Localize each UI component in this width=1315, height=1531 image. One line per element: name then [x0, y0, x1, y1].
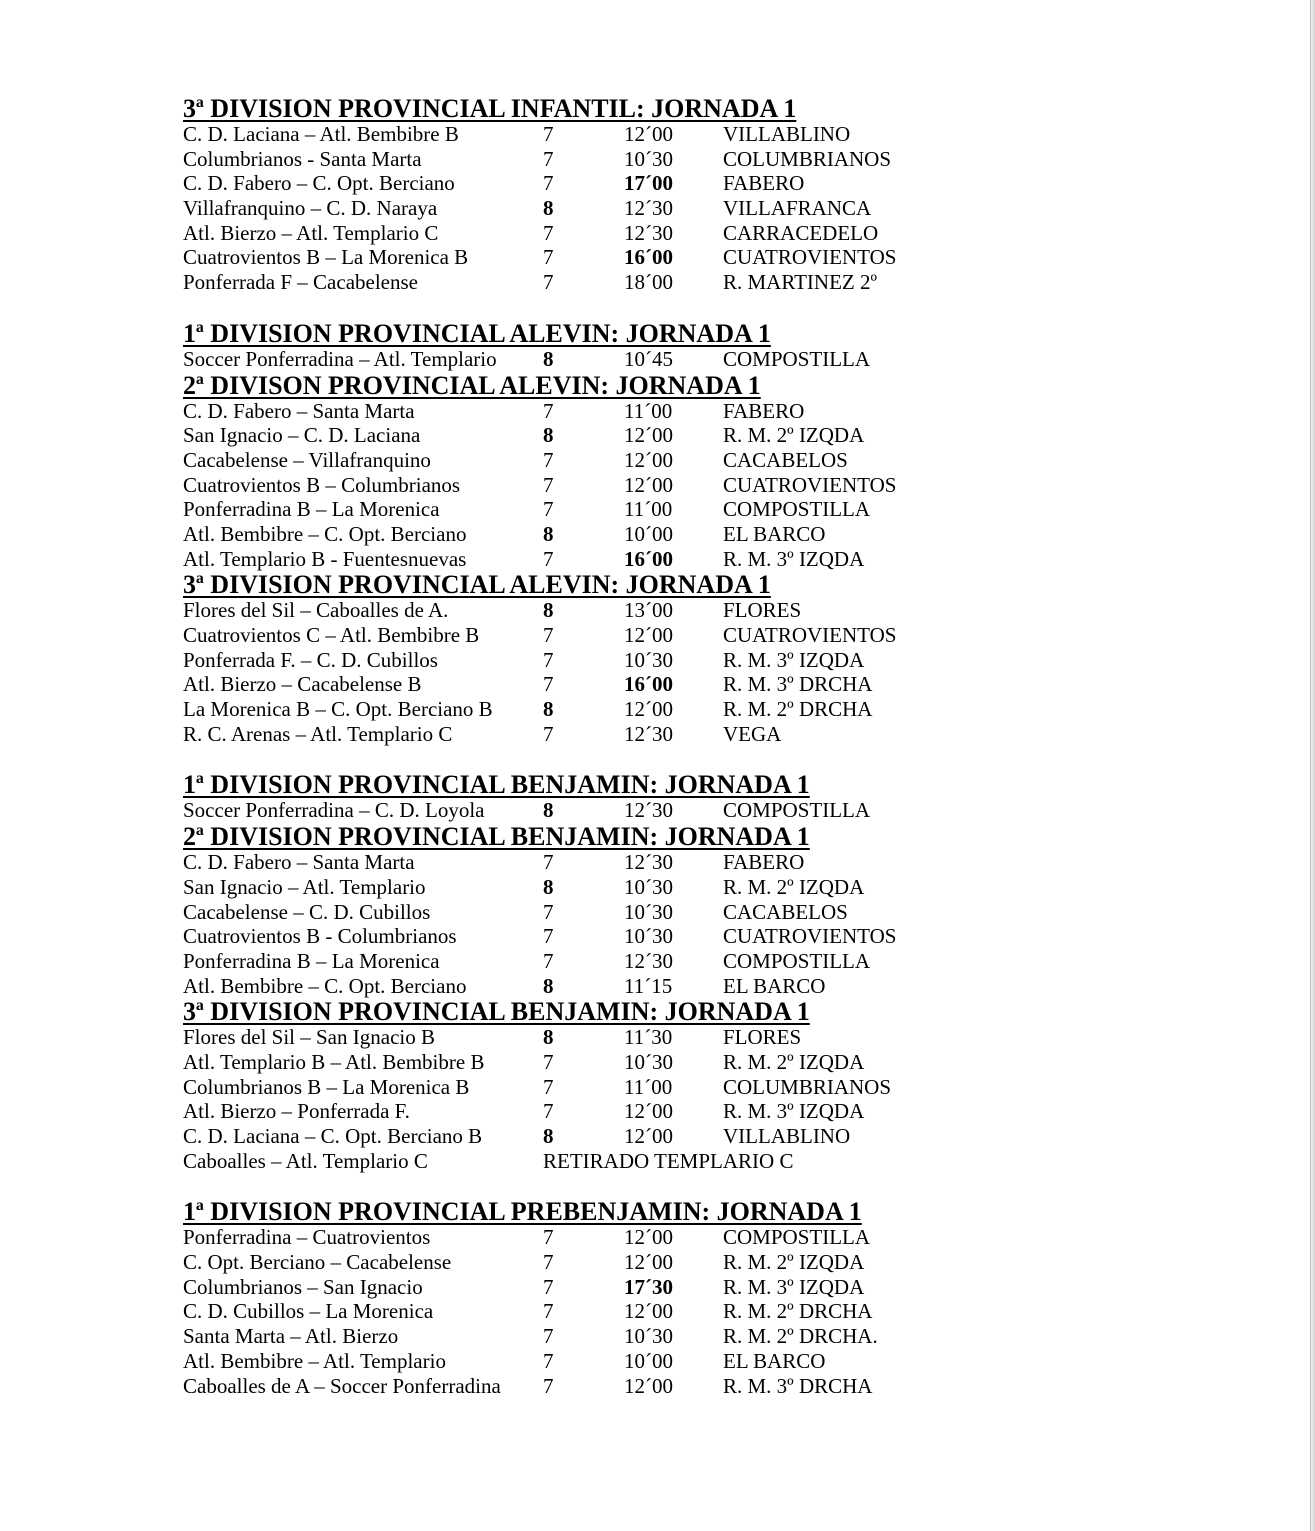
match-field: COLUMBRIANOS — [723, 146, 892, 171]
match-field: CACABELOS — [723, 447, 848, 472]
match-field: CUATROVIENTOS — [723, 245, 897, 270]
match-time: 12´00 — [624, 1124, 673, 1148]
match-teams: Ponferrada F – Cacabelense — [183, 270, 418, 295]
match-day: 7 — [543, 1074, 554, 1099]
match-field: CUATROVIENTOS — [723, 472, 897, 497]
match-field: R. M. 2º IZQDA — [723, 1250, 865, 1275]
section-heading: 1ª DIVISION PROVINCIAL BENJAMIN: JORNADA 1 — [183, 770, 810, 800]
section-heading: 3ª DIVISION PROVINCIAL INFANTIL: JORNADA 1 — [183, 94, 797, 123]
match-day: 7 — [543, 623, 554, 647]
match-day: 7 — [543, 447, 554, 472]
match-field: COMPOSTILLA — [723, 1225, 871, 1250]
match-day: 7 — [543, 270, 554, 295]
fixture-row — [183, 974, 943, 999]
fixture-row — [183, 924, 943, 949]
match-note: RETIRADO TEMPLARIO C — [543, 1148, 794, 1173]
match-field: VILLABLINO — [723, 1124, 851, 1148]
match-teams: Soccer Ponferradina – Atl. Templario — [183, 346, 497, 371]
match-teams: Atl. Bierzo – Atl. Templario C — [183, 220, 439, 245]
match-day: 7 — [543, 1099, 554, 1124]
match-field: R. M. 2º DRCHA — [723, 697, 873, 722]
match-field: VILLABLINO — [723, 122, 851, 146]
match-teams: Cuatrovientos C – Atl. Bembibre B — [183, 623, 480, 647]
match-day: 7 — [543, 398, 554, 423]
match-time: 10´00 — [624, 1348, 673, 1373]
match-teams: Ponferradina – Cuatrovientos — [183, 1225, 431, 1250]
fixture-row — [183, 1324, 943, 1349]
match-field: COMPOSTILLA — [723, 948, 871, 973]
match-day: 7 — [543, 497, 554, 522]
match-teams: Santa Marta – Atl. Bierzo — [183, 1324, 399, 1349]
match-teams: Flores del Sil – Caboalles de A. — [183, 598, 449, 623]
match-field: EL BARCO — [723, 1348, 826, 1373]
fixture-row — [183, 648, 943, 673]
match-teams: Cacabelense – C. D. Cubillos — [183, 899, 431, 924]
match-teams: Cacabelense – Villafranquino — [183, 447, 431, 472]
match-teams: Atl. Bierzo – Ponferrada F. — [183, 1099, 410, 1124]
match-time: 12´00 — [624, 122, 673, 146]
match-field: R. M. 2º IZQDA — [723, 874, 865, 899]
match-time: 16´00 — [624, 245, 673, 270]
fixture-row — [183, 1275, 943, 1300]
match-teams: Atl. Bembibre – C. Opt. Berciano — [183, 973, 467, 998]
page-edge — [1310, 0, 1315, 1531]
match-time: 12´00 — [624, 447, 673, 472]
match-field: FABERO — [723, 171, 805, 196]
match-field: R. M. 3º DRCHA — [723, 672, 873, 697]
match-day: 7 — [543, 1348, 554, 1373]
match-time: 10´30 — [624, 899, 673, 924]
match-time: 11´00 — [624, 497, 673, 522]
fixture-row — [183, 1225, 943, 1250]
match-time: 12´30 — [624, 721, 673, 746]
fixture-section — [183, 823, 943, 998]
match-teams: C. D. Fabero – Santa Marta — [183, 850, 415, 875]
match-field: FLORES — [723, 598, 802, 623]
section-heading: 1ª DIVISION PROVINCIAL ALEVIN: JORNADA 1 — [183, 318, 771, 348]
match-teams: Cuatrovientos B – Columbrianos — [183, 472, 461, 497]
match-field: FABERO — [723, 850, 805, 875]
fixture-row — [183, 347, 943, 372]
fixture-row — [183, 423, 943, 448]
match-field: VEGA — [723, 721, 782, 746]
match-day: 8 — [543, 196, 554, 221]
fixture-row — [183, 1099, 943, 1124]
fixture-row — [183, 900, 943, 925]
match-time: 12´30 — [624, 948, 673, 973]
match-time: 10´45 — [624, 346, 673, 371]
fixture-row — [183, 547, 943, 572]
match-time: 12´00 — [624, 1250, 673, 1275]
fixture-row — [183, 1050, 943, 1075]
match-teams: C. Opt. Berciano – Cacabelense — [183, 1250, 452, 1275]
fixture-row — [183, 147, 943, 172]
match-day: 7 — [543, 1225, 554, 1250]
match-time: 12´00 — [624, 1299, 673, 1324]
match-field: CARRACEDELO — [723, 220, 879, 245]
match-teams: Atl. Bierzo – Cacabelense B — [183, 672, 422, 697]
fixtures-document — [183, 95, 943, 1398]
match-field: R. M. 2º IZQDA — [723, 1049, 865, 1074]
match-day: 7 — [543, 850, 554, 875]
match-time: 11´30 — [624, 1025, 673, 1050]
fixture-section — [183, 372, 943, 572]
match-field: R. M. 2º DRCHA. — [723, 1324, 878, 1349]
match-field: COMPOSTILLA — [723, 346, 871, 371]
fixture-row — [183, 171, 943, 196]
match-time: 16´00 — [624, 546, 673, 571]
match-teams: San Ignacio – Atl. Templario — [183, 874, 426, 899]
match-teams: La Morenica B – C. Opt. Berciano B — [183, 697, 493, 722]
section-heading: 3ª DIVISION PROVINCIAL BENJAMIN: JORNADA 1 — [183, 997, 810, 1027]
fixture-row — [183, 245, 943, 270]
match-day: 8 — [543, 598, 554, 623]
section-heading: 2ª DIVISION PROVINCIAL BENJAMIN: JORNADA 1 — [183, 822, 810, 852]
match-day: 7 — [543, 1299, 554, 1324]
fixture-row — [183, 399, 943, 424]
match-time: 12´00 — [624, 1373, 673, 1398]
match-time: 10´30 — [624, 874, 673, 899]
match-teams: Cuatrovientos B - Columbrianos — [183, 924, 457, 949]
match-field: EL BARCO — [723, 521, 826, 546]
match-day: 7 — [543, 546, 554, 571]
fixture-row — [183, 122, 943, 147]
match-time: 17´30 — [624, 1274, 673, 1299]
match-field: CACABELOS — [723, 899, 848, 924]
match-teams: Ponferradina B – La Morenica — [183, 497, 440, 522]
fixture-row — [183, 1374, 943, 1399]
section-heading: 2ª DIVISON PROVINCIAL ALEVIN: JORNADA 1 — [183, 370, 761, 400]
match-time: 17´00 — [624, 171, 673, 196]
match-time: 11´15 — [624, 973, 673, 998]
match-time: 12´00 — [624, 697, 673, 722]
match-day: 8 — [543, 521, 554, 546]
match-day: 7 — [543, 672, 554, 697]
fixture-row — [183, 448, 943, 473]
fixture-row — [183, 697, 943, 722]
match-teams: Columbrianos – San Ignacio — [183, 1274, 423, 1299]
match-time: 11´00 — [624, 1074, 673, 1099]
match-teams: San Ignacio – C. D. Laciana — [183, 423, 421, 448]
match-time: 12´30 — [624, 220, 673, 245]
match-time: 13´00 — [624, 598, 673, 623]
match-time: 10´30 — [624, 1324, 673, 1349]
fixture-row — [183, 623, 943, 648]
match-time: 12´00 — [624, 472, 673, 497]
match-time: 10´30 — [624, 146, 673, 171]
fixture-section — [183, 998, 943, 1173]
match-teams: Atl. Bembibre – Atl. Templario — [183, 1348, 446, 1373]
match-field: VILLAFRANCA — [723, 196, 872, 221]
match-teams: C. D. Fabero – C. Opt. Berciano — [183, 171, 455, 196]
fixture-row — [183, 598, 943, 623]
match-day: 7 — [543, 122, 554, 146]
match-teams: Cuatrovientos B – La Morenica B — [183, 245, 469, 270]
match-field: R. M. 3º IZQDA — [723, 546, 865, 571]
fixture-section — [183, 95, 943, 295]
match-teams: C. D. Laciana – C. Opt. Berciano B — [183, 1124, 483, 1148]
fixture-row — [183, 196, 943, 221]
fixture-section — [183, 1198, 943, 1398]
match-day: 7 — [543, 472, 554, 497]
fixture-row — [183, 722, 943, 747]
fixture-section — [183, 771, 943, 823]
match-time: 10´30 — [624, 924, 673, 949]
match-day: 7 — [543, 899, 554, 924]
match-teams: Flores del Sil – San Ignacio B — [183, 1025, 435, 1050]
match-teams: Ponferrada F. – C. D. Cubillos — [183, 647, 438, 672]
fixture-section — [183, 571, 943, 746]
match-teams: C. D. Cubillos – La Morenica — [183, 1299, 434, 1324]
match-teams: C. D. Laciana – Atl. Bembibre B — [183, 122, 459, 146]
match-day: 8 — [543, 346, 554, 371]
match-day: 8 — [543, 697, 554, 722]
match-time: 12´00 — [624, 1225, 673, 1250]
match-field: EL BARCO — [723, 973, 826, 998]
fixture-row — [183, 1299, 943, 1324]
fixture-row — [183, 1025, 943, 1050]
fixture-row — [183, 875, 943, 900]
match-day: 8 — [543, 423, 554, 448]
match-day: 8 — [543, 798, 554, 823]
match-field: COMPOSTILLA — [723, 798, 871, 823]
section-heading: 3ª DIVISION PROVINCIAL ALEVIN: JORNADA 1 — [183, 570, 771, 600]
fixture-row — [183, 949, 943, 974]
match-day: 7 — [543, 171, 554, 196]
match-field: CUATROVIENTOS — [723, 623, 897, 647]
match-teams: Soccer Ponferradina – C. D. Loyola — [183, 798, 485, 823]
match-teams: Caboalles – Atl. Templario C — [183, 1148, 428, 1173]
fixture-row — [183, 1075, 943, 1100]
match-field: R. M. 2º DRCHA — [723, 1299, 873, 1324]
match-field: COMPOSTILLA — [723, 497, 871, 522]
match-time: 12´00 — [624, 423, 673, 448]
match-day: 7 — [543, 1049, 554, 1074]
fixture-row — [183, 798, 943, 823]
match-day: 7 — [543, 1373, 554, 1398]
match-day: 7 — [543, 924, 554, 949]
match-day: 7 — [543, 647, 554, 672]
match-day: 8 — [543, 874, 554, 899]
fixture-row — [183, 473, 943, 498]
fixture-row — [183, 850, 943, 875]
section-heading: 1ª DIVISION PROVINCIAL PREBENJAMIN: JORNADA 1 — [183, 1197, 862, 1227]
fixture-row — [183, 1349, 943, 1374]
match-day: 7 — [543, 721, 554, 746]
match-day: 7 — [543, 1274, 554, 1299]
match-field: FABERO — [723, 398, 805, 423]
match-teams: C. D. Fabero – Santa Marta — [183, 398, 415, 423]
match-field: R. M. 3º DRCHA — [723, 1373, 873, 1398]
match-field: FLORES — [723, 1025, 802, 1050]
match-day: 7 — [543, 245, 554, 270]
match-teams: Atl. Bembibre – C. Opt. Berciano — [183, 521, 467, 546]
match-teams: Villafranquino – C. D. Naraya — [183, 196, 438, 221]
match-time: 12´00 — [624, 1099, 673, 1124]
match-teams: Atl. Templario B – Atl. Bembibre B — [183, 1049, 485, 1074]
match-teams: Atl. Templario B - Fuentesnuevas — [183, 546, 467, 571]
match-time: 12´30 — [624, 196, 673, 221]
match-field: R. M. 3º IZQDA — [723, 647, 865, 672]
match-time: 18´00 — [624, 270, 673, 295]
match-day: 8 — [543, 1025, 554, 1050]
match-teams: Caboalles de A – Soccer Ponferradina — [183, 1373, 501, 1398]
fixture-row — [183, 221, 943, 246]
match-day: 8 — [543, 973, 554, 998]
match-time: 11´00 — [624, 398, 673, 423]
fixture-row — [183, 1149, 943, 1174]
match-day: 7 — [543, 1250, 554, 1275]
match-field: R. M. 2º IZQDA — [723, 423, 865, 448]
fixture-row — [183, 522, 943, 547]
match-time: 10´30 — [624, 647, 673, 672]
fixture-row — [183, 1124, 943, 1149]
fixture-row — [183, 1250, 943, 1275]
match-day: 7 — [543, 1324, 554, 1349]
match-day: 7 — [543, 146, 554, 171]
match-teams: Columbrianos B – La Morenica B — [183, 1074, 470, 1099]
match-day: 7 — [543, 220, 554, 245]
match-field: R. MARTINEZ 2º — [723, 270, 877, 295]
match-time: 12´30 — [624, 850, 673, 875]
match-field: R. M. 3º IZQDA — [723, 1099, 865, 1124]
fixture-section — [183, 320, 943, 372]
match-teams: R. C. Arenas – Atl. Templario C — [183, 721, 453, 746]
match-field: COLUMBRIANOS — [723, 1074, 892, 1099]
match-time: 16´00 — [624, 672, 673, 697]
match-teams: Columbrianos - Santa Marta — [183, 146, 422, 171]
match-time: 12´00 — [624, 623, 673, 647]
fixture-row — [183, 672, 943, 697]
match-day: 8 — [543, 1124, 554, 1148]
match-time: 12´30 — [624, 798, 673, 823]
fixture-row — [183, 270, 943, 295]
match-teams: Ponferradina B – La Morenica — [183, 948, 440, 973]
match-field: R. M. 3º IZQDA — [723, 1274, 865, 1299]
match-field: CUATROVIENTOS — [723, 924, 897, 949]
match-time: 10´00 — [624, 521, 673, 546]
match-time: 10´30 — [624, 1049, 673, 1074]
match-day: 7 — [543, 948, 554, 973]
fixture-row — [183, 497, 943, 522]
